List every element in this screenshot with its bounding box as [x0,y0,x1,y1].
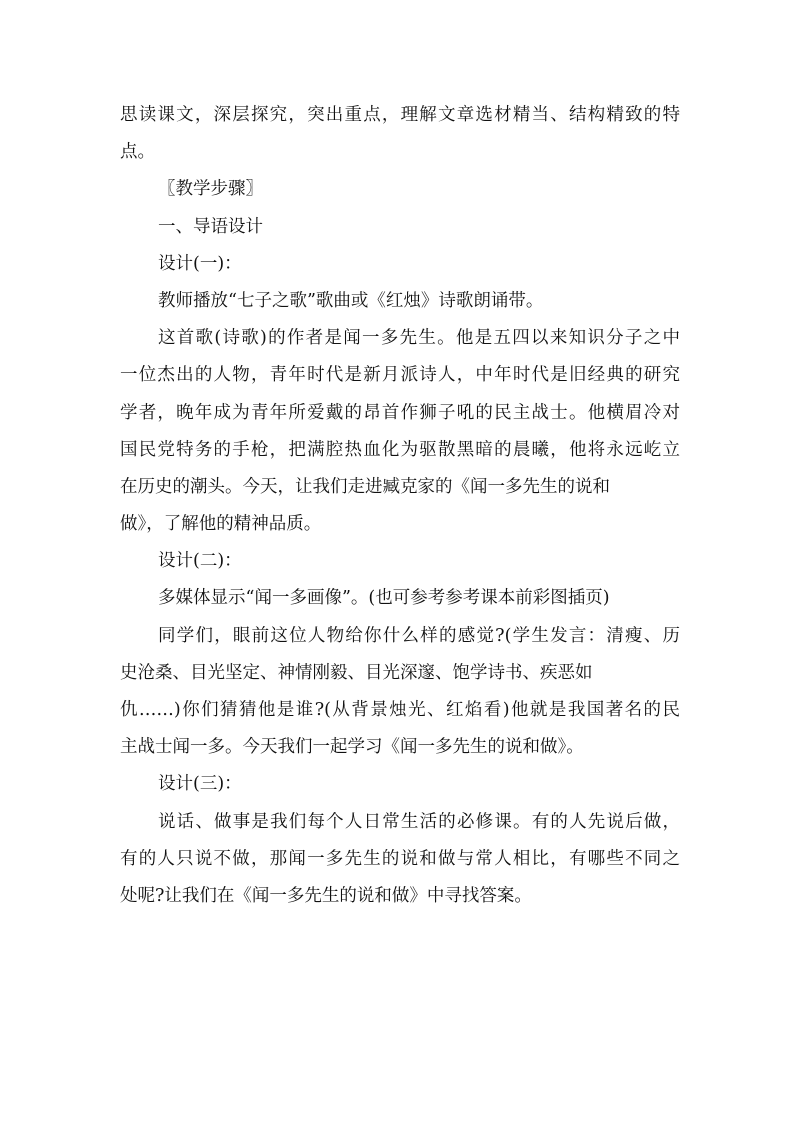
paragraph-line: 教师播放“七子之歌”歌曲或《红烛》诗歌朗诵带。 [158,290,544,311]
paragraph-line: 主战士闻一多。今天我们一起学习《闻一多先生的说和做》。 [120,737,584,758]
body-text [120,97,680,915]
paragraph-line: 在历史的潮头。今天，让我们走进臧克家的《闻一多先生的说和 [120,476,610,497]
paragraph-line: 思读课文，深层探究，突出重点，理解文章选材精当、结构精致的特 [120,105,680,125]
paragraph-line: 学者，晚年成为青年所爱戴的昂首作狮子吼的民主战士。他横眉冷对 [120,402,680,423]
paragraph-line: 说话、做事是我们每个人日常生活的必修课。有的人先说后做， [158,811,680,832]
paragraph-line: 做》，了解他的精神品质。 [120,514,322,535]
subsection-heading: 一、导语设计 [158,216,263,237]
design-label: 设计(三)： [158,774,242,795]
design-label: 设计(一)： [158,253,242,274]
paragraph-line: 史沧桑、目光坚定、神情刚毅、目光深邃、饱学诗书、疾恶如 [120,662,593,683]
paragraph-line: 点。 [120,142,155,163]
paragraph-line: 国民党特务的手枪，把满腔热血化为驱散黑暗的晨曦，他将永远屹立 [120,439,680,460]
paragraph-line: 仇……)你们猜猜他是谁?(从背景烛光、红焰看)他就是我国著名的民 [120,700,680,720]
paragraph-line: 同学们，眼前这位人物给你什么样的感觉?(学生发言：清瘦、历 [158,625,680,646]
paragraph-line: 这首歌(诗歌)的作者是闻一多先生。他是五四以来知识分子之中 [158,328,680,349]
paragraph-line: 处呢?让我们在《闻一多先生的说和做》中寻找答案。 [120,885,532,906]
paragraph-line: 有的人只说不做，那闻一多先生的说和做与常人相比，有哪些不同之 [120,848,680,869]
section-heading: 〖教学步骤〗 [158,179,263,200]
design-label: 设计(二)： [158,551,242,572]
paragraph-line: 一位杰出的人物，青年时代是新月派诗人，中年时代是旧经典的研究 [120,365,680,386]
paragraph-line: 多媒体显示“闻一多画像”。(也可参考参考课本前彩图插页) [158,588,610,609]
